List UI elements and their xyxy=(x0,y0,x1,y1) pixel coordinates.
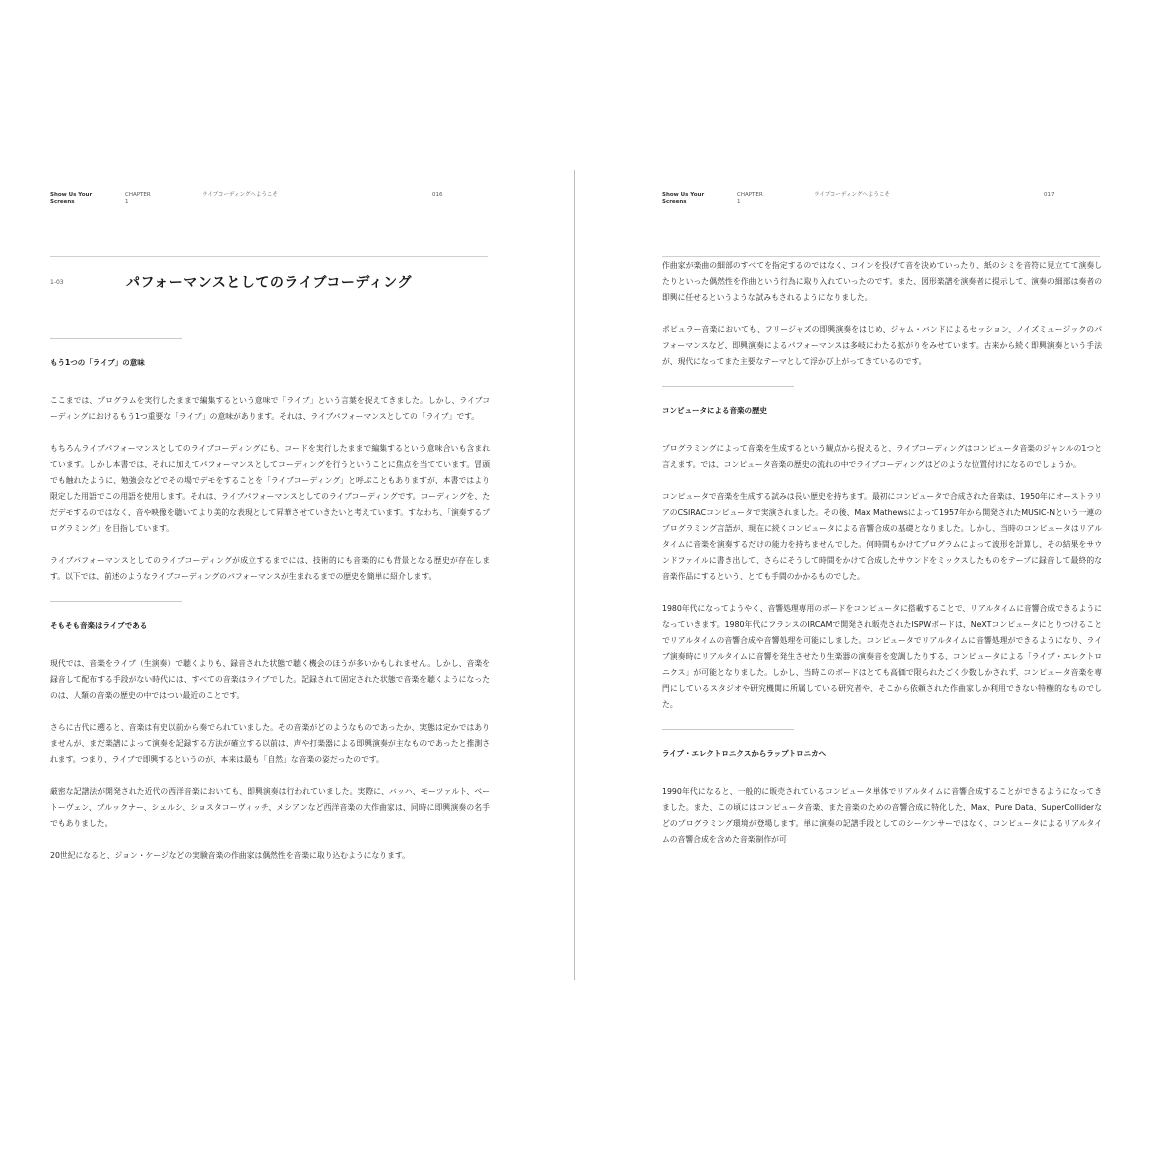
section-number: 1-03 xyxy=(50,279,64,286)
page-number: 017 xyxy=(1044,192,1055,198)
gutter-divider xyxy=(574,170,575,980)
running-head-right xyxy=(662,192,1102,216)
paragraph: 現代では、音楽をライブ（生演奏）で聴くよりも、録音された状態で聴く機会のほうが多いかもしれません。しかし、音楽を録音して配布する手段がない時代には、すべての音楽はライブでした。記録されて固定された状態で音楽を聴くようになったのは、人類の音楽の歴史の中ではつい最近のことです。 xyxy=(50,659,490,700)
section-rule xyxy=(662,729,794,730)
right-body xyxy=(662,258,1102,864)
paragraph: 1980年代になってようやく、音響処理専用のボードをコンピュータに搭載することで、リアルタイムに音響合成できるようになっていきます。1980年代にフランスのIRCAMで開発され販売されたISPWボードは、NeXTコンピュータにとりつけることでリアルタイムの音響合成や音響処理を可能にしました。コンピュータでリアルタイムに音響処理ができるようになり、ライブ演奏時にリアルタイムに音響を発生させたり生楽器の演奏音を変調したりする、コンピュータによる「ライブ・エレクトロニクス」が可能となりました。しかし、当時このボードはとても高価で限られたごく少数しかされず、コンピュータ音楽を専門にしているスタジオや研究機関に所属している研究者や、そこから依頼された作曲家しか利用できない特権的なものでした。 xyxy=(662,604,1102,709)
paragraph: プログラミングによって音楽を生成するという観点から捉えると、ライブコーディングはコンピュータ音楽のジャンルの1つと言えます。では、コンピュータ音楽の歴史の流れの中でライブコーディングはどのような位置付けになるのでしょうか。 xyxy=(662,444,1102,469)
paragraph: 1990年代になると、一般的に販売されているコンピュータ単体でリアルタイムに音響合成することができるようになってきました。また、この頃にはコンピュータ音楽、また音楽のための音響合成に特化した、Max、Pure Data、SuperColliderなどのプログラミング環境が登場します。単に演奏の記譜手段としてのシーケンサーではなく、コンピュータによるリアルタイムの音響合成を含めた音楽制作が可 xyxy=(662,787,1102,844)
series-title: Show Us Your Screens xyxy=(662,192,705,205)
section xyxy=(662,729,1102,848)
paragraph: さらに古代に遡ると、音楽は有史以前から奏でられていました。その音楽がどのようなものであったか、実態は定かではありませんが、まだ楽譜によって演奏を記録する方法が確立する以前は、声や打楽器による即興演奏が主なものであったと推測されます。つまり、ライブで即興するというのが、本来は最も「自然」な音楽の姿だったのです。 xyxy=(50,723,490,764)
paragraph: ライブパフォーマンスとしてのライブコーディングが成立するまでには、技術的にも音楽的にも背景となる歴史が存在します。以下では、前述のようなライブコーディングのパフォーマンスが生まれるまでの歴史を簡単に紹介します。 xyxy=(50,556,490,581)
paragraph: ここまでは、プログラムを実行したままで編集するという意味で「ライブ」という言葉を捉えてきました。しかし、ライブコーディングにおけるもう1つ重要な「ライブ」の意味があります。それは、ライブパフォーマンスとしての「ライブ」です。 xyxy=(50,396,490,421)
running-title: ライブコーディングへようこそ xyxy=(814,192,890,198)
paragraph: ポピュラー音楽においても、フリージャズの即興演奏をはじめ、ジャム・バンドによるセッション、ノイズミュージックのパフォーマンスなど、即興演奏によるパフォーマンスは多岐にわたる拡がりをみせています。古来から続く即興演奏という手法が、現代になってまた主要なテーマとして浮かび上がってきているのです。 xyxy=(662,325,1102,366)
running-head-left xyxy=(50,192,490,216)
series-title: Show Us Your Screens xyxy=(50,192,93,205)
page-number: 016 xyxy=(432,192,443,198)
section-rule xyxy=(662,386,794,387)
section-heading: ライブ・エレクトロニクスからラップトロニカへ xyxy=(662,749,827,758)
section xyxy=(50,338,490,585)
section-heading: コンピュータによる音楽の歴史 xyxy=(662,406,767,415)
paragraph: コンピュータで音楽を生成する試みは長い歴史を持ちます。最初にコンピュータで合成された音楽は、1950年にオーストラリアのCSIRACコンピュータで実演されました。その後、Max Mathewsによって1957年から開発されたMUSIC-Nという一連のプログラミング言語が、現在に続くコンピュータによる音響合成の基礎となりました。しかし、当時のコンピュータはリアルタイムに音楽を演奏するだけの能力を持ちませんでした。何時間もかけてプログラムによって波形を計算し、その結果をサウンドファイルに書き出して、さらにそうして時間をかけて合成したサウンドをミックスしたものをテープに録音して最終的な音楽作品にするという、とても手間のかかるものでした。 xyxy=(662,492,1102,581)
section xyxy=(662,386,1102,713)
paragraph: 20世紀になると、ジョン・ケージなどの実験音楽の作曲家は偶然性を音楽に取り込むようになります。 xyxy=(50,851,410,860)
header-rule xyxy=(50,256,488,257)
section xyxy=(50,601,490,864)
paragraph: もちろんライブパフォーマンスとしてのライブコーディングにも、コードを実行したままで編集するという意味合いも含まれています。しかし本書では、それに加えてパフォーマンスとしてコーディングを行うということに焦点を当てています。冒頭でも触れたように、勉強会などでその場でデモをすることを「ライブコーディング」と呼ぶこともありますが、本書ではより限定した用語でこの用語を使用します。それは、ライブパフォーマンスとしてのライブコーディングです。コーディングを、ただデモするのではなく、音や映像を聴いてより美的な表現として昇華させていきたいと考えています。すなわち、「演奏するプログラミング」を目指しています。 xyxy=(50,444,490,533)
left-page xyxy=(50,0,490,1150)
section-heading: もう1つの「ライブ」の意味 xyxy=(50,358,145,367)
paragraph: 厳密な記譜法が開発された近代の西洋音楽においても、即興演奏は行われていました。実際に、バッハ、モーツァルト、ベートーヴェン、ブルックナー、シェルシ、ショスタコーヴィッチ、メシアンなど西洋音楽の大作曲家は、同時に即興演奏の名手でもありました。 xyxy=(50,787,490,828)
running-title: ライブコーディングへようこそ xyxy=(202,192,278,198)
header-rule xyxy=(662,256,1100,257)
chapter-label: CHAPTER 1 xyxy=(125,192,151,205)
chapter-title: パフォーマンスとしてのライブコーディング xyxy=(126,275,412,291)
right-page xyxy=(662,0,1102,1150)
section-rule xyxy=(50,601,182,602)
chapter-label: CHAPTER 1 xyxy=(737,192,763,205)
paragraph: 作曲家が楽曲の細部のすべてを指定するのではなく、コインを投げて音を決めていったり、紙のシミを音符に見立てて演奏したりといった偶然性を作曲という行為に取り入れていったのです。また、図形楽譜を演奏者に提示して、演奏の細部は奏者の即興に任せるというような試みもされるようになりました。 xyxy=(662,261,1102,302)
left-body xyxy=(50,338,490,880)
section-rule xyxy=(50,338,182,339)
section-heading: そもそも音楽はライブである xyxy=(50,621,148,630)
